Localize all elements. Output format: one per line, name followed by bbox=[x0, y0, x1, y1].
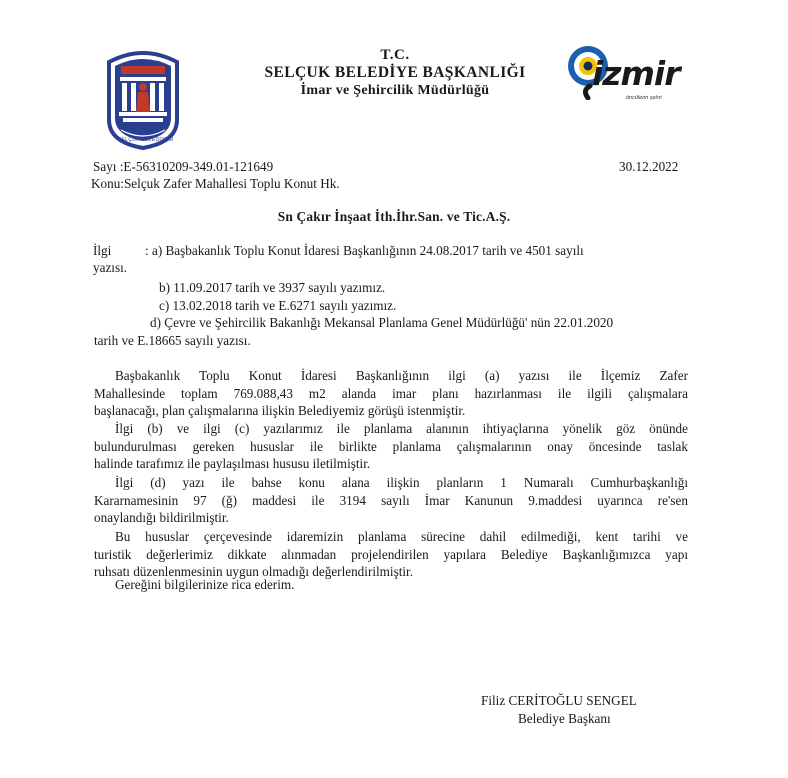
paragraph-3-line-2: Kararnamesinin 97 (ğ) maddesi ile 3194 sayılı İmar Kanunun 9.maddesi uyarınca re'sen bbox=[94, 492, 688, 508]
document-date: 30.12.2022 bbox=[619, 159, 679, 174]
paragraph-3-line-3: onaylandığı bildirilmiştir. bbox=[94, 510, 229, 525]
header-tc: T.C. bbox=[380, 47, 410, 63]
izmir-logo bbox=[560, 40, 696, 116]
ilgi-d-line1: d) Çevre ve Şehircilik Bakanlığı Mekansal Planlama Genel Müdürlüğü' nün 22.01.2020 bbox=[150, 315, 614, 330]
document-number: Sayı :E-56310209-349.01-121649 bbox=[93, 159, 274, 174]
header-department-name: İmar ve Şehircilik Müdürlüğü bbox=[300, 83, 490, 98]
ilgi-a-line1: : a) Başbakanlık Toplu Konut İdaresi Başkanlığının 24.08.2017 tarih ve 4501 sayılı bbox=[145, 243, 584, 258]
paragraph-2-line-3: halinde tarafımız ile paylaşılması hususu iletilmiştir. bbox=[94, 456, 371, 471]
ilgi-d-line2: tarih ve E.18665 sayılı yazısı. bbox=[94, 333, 251, 348]
paragraph-4-line-3: ruhsatı düzenlenmesinin uygun olmadığı değerlendirilmiştir. bbox=[94, 564, 414, 579]
closing-sentence: Gereğini bilgilerinize rica ederim. bbox=[115, 577, 295, 592]
seal-caption: SELÇUK BELEDİYESİ bbox=[118, 137, 174, 143]
paragraph-2-line-1: İlgi (b) ve ilgi (c) yazılarımız ile planlama alanının ihtiyaçlarına yönelik göz önünde bbox=[115, 421, 688, 436]
ilgi-c: c) 13.02.2018 tarih ve E.6271 sayılı yazımız. bbox=[159, 298, 397, 313]
paragraph-4-line-1: Bu hususlar çerçevesinde idaremizin planlama sürecine dahil edilmediği, kent tarihi ve bbox=[115, 529, 688, 544]
ilgi-b: b) 11.09.2017 tarih ve 3937 sayılı yazımız. bbox=[159, 280, 386, 295]
header-municipality-name: SELÇUK BELEDİYE BAŞKANLIĞI bbox=[264, 64, 526, 81]
ilgi-label: İlgi bbox=[93, 243, 112, 258]
izmir-wordmark: izmir bbox=[592, 54, 680, 93]
paragraph-4-line-2: turistik değerlerimiz dikkate alınmadan projelendirilen yapılara Belediye Başkanlığımızca yapı bbox=[94, 546, 688, 562]
paragraph-1-line-1: Başbakanlık Toplu Konut İdaresi Başkanlığının ilgi (a) yazısı ile İlçemiz Zafer bbox=[115, 368, 688, 383]
paragraph-2-line-2: bulundurulması gereken hususlar ile birlikte planlama çalışmalarının onay öncesinde taslak bbox=[94, 438, 688, 454]
izmir-tagline: öncülerin şehri bbox=[626, 95, 662, 101]
paragraph-1-line-2: Mahallesinde toplam 769.088,43 m2 alanda imar planı hazırlanması ile ilgili çalışmalara bbox=[94, 385, 688, 401]
document-subject: Konu:Selçuk Zafer Mahallesi Toplu Konut Hk. bbox=[91, 176, 340, 191]
paragraph-3-line-1: İlgi (d) yazı ile bahse konu alana ilişkin planların 1 Numaralı Cumhurbaşkanlığı bbox=[115, 475, 688, 490]
recipient: Sn Çakır İnşaat İth.İhr.San. ve Tic.A.Ş. bbox=[277, 209, 511, 224]
signatory-name: Filiz CERİTOĞLU SENGEL bbox=[481, 693, 637, 708]
paragraph-2 bbox=[94, 420, 688, 473]
paragraph-4 bbox=[94, 528, 688, 581]
selcuk-municipality-seal-logo bbox=[103, 50, 183, 150]
ilgi-a-line2: yazısı. bbox=[93, 260, 128, 275]
paragraph-1 bbox=[94, 367, 688, 420]
paragraph-1-line-3: başlanacağı, plan çalışmalarına ilişkin Belediyemiz görüşü istenmiştir. bbox=[94, 403, 466, 418]
signatory-title: Belediye Başkanı bbox=[518, 711, 611, 726]
paragraph-3 bbox=[94, 474, 688, 527]
